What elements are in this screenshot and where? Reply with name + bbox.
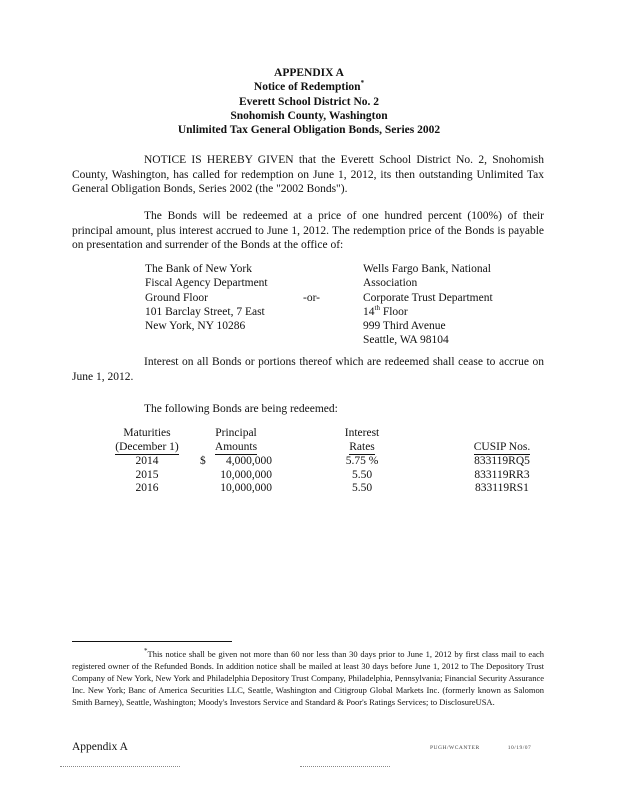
- header-line: Maturities: [123, 427, 171, 439]
- document-heading: [0, 66, 618, 137]
- table-row: [104, 455, 562, 469]
- footer-doc-date: 10/19/07: [507, 745, 532, 751]
- interest-rate-cell: 5.50: [351, 482, 373, 494]
- interest-rate-cell: 5.75 %: [345, 455, 379, 467]
- header-maturities: [104, 427, 190, 455]
- header-interest: [282, 427, 442, 455]
- header-line: Amounts: [215, 441, 257, 456]
- footer-doc-id: [430, 745, 559, 751]
- address-line: Corporate Trust Department: [363, 291, 493, 304]
- dollar-sign: $: [200, 455, 206, 467]
- table-row: [104, 482, 562, 496]
- address-line: New York, NY 10286: [145, 320, 246, 333]
- address-or-separator: -or-: [303, 292, 321, 304]
- cusip-cell: 833119RQ5: [474, 455, 530, 467]
- header-line: Interest: [344, 427, 380, 439]
- address-line: 999 Third Avenue: [363, 320, 446, 333]
- header-principal: [190, 427, 282, 455]
- footnote-divider: [72, 641, 232, 642]
- header-line: CUSIP Nos.: [474, 441, 530, 456]
- address-line: Fiscal Agency Department: [145, 277, 268, 290]
- footer-doc-code: PUGH/WCANTER: [430, 745, 480, 751]
- appendix-title: APPENDIX A: [274, 67, 344, 79]
- address-line: [363, 305, 493, 319]
- scan-artifact-line: [300, 766, 390, 767]
- header-line: Principal: [215, 427, 257, 439]
- principal-amount-cell: [190, 455, 282, 469]
- footnote-marker: *: [360, 79, 365, 88]
- interest-cease-paragraph: [72, 355, 544, 384]
- amount-value: 10,000,000: [220, 482, 272, 494]
- cusip-cell: 833119RR3: [474, 468, 530, 481]
- interest-rate-cell: 5.50: [351, 468, 373, 481]
- notice-paragraph-text: NOTICE IS HEREBY GIVEN that the Everett School District No. 2, Snohomish County, Washington, has called for redemption on June 1, 2012, its then outstanding Unlimited Tax General Obligation Bonds, Series 2002 (the "2002 Bonds").: [72, 154, 544, 195]
- floor-suffix: th: [374, 304, 380, 313]
- bonds-table: [104, 427, 562, 496]
- header-cusip: [442, 427, 562, 455]
- header-line: Rates: [349, 441, 375, 456]
- address-line: 101 Barclay Street, 7 East: [145, 305, 265, 318]
- footnote-text: This notice shall be given not more than 60 nor less than 30 days prior to June 1, 2012 by first class mail to each registered owner of the Refunded Bonds. In addition notice shall be mailed at least 30 days before June 1, 2012 to The Depository Trust Company of New York, New York and Philadelphia Depository Trust Company, Philadelphia, Pennsylvania; Financial Security Assurance Inc. New York; Banc of America Securities LLC, Seattle, Washington and Citigroup Global Markets Inc. (formerly known as Salomon Smith Barney), Seattle, Washington; Moody's Investors Service and Standard & Poor's Ratings Services; to DisclosureUSA.: [72, 649, 544, 707]
- table-row: [104, 469, 562, 483]
- principal-amount-cell: [190, 469, 282, 483]
- table-header-row: [104, 427, 562, 455]
- address-line: Wells Fargo Bank, National: [363, 263, 491, 275]
- paying-agent-address-right: [363, 262, 493, 348]
- maturity-year-cell: 2014: [135, 455, 159, 467]
- principal-amount-cell: [190, 482, 282, 496]
- redemption-price-paragraph: [72, 209, 544, 253]
- floor-number: 14: [363, 305, 375, 318]
- bonds-intro-paragraph: [72, 402, 544, 417]
- paying-agent-address-left: [145, 262, 268, 333]
- footnote-mark: *: [144, 647, 148, 656]
- bond-series-title: Unlimited Tax General Obligation Bonds, Series 2002: [177, 124, 441, 137]
- footnote-paragraph: [72, 648, 544, 708]
- footnote: [72, 648, 544, 708]
- issuer-county: Snohomish County, Washington: [230, 109, 388, 122]
- interest-cease-text: Interest on all Bonds or portions thereof which are redeemed shall cease to accrue on June 1, 2012.: [72, 356, 544, 383]
- cusip-cell: 833119RS1: [475, 482, 529, 494]
- notice-paragraph: [72, 153, 544, 197]
- floor-label: Floor: [379, 305, 408, 318]
- bonds-intro-text: The following Bonds are being redeemed:: [144, 403, 338, 415]
- address-line: Ground Floor: [145, 291, 208, 304]
- amount-value: 4,000,000: [226, 455, 272, 467]
- redemption-price-text: The Bonds will be redeemed at a price of one hundred percent (100%) of their principal amount, plus interest accrued to June 1, 2012. The redemption price of the Bonds is payable on presentation and surrender of the Bonds at the office of:: [72, 210, 544, 251]
- footer-label: Appendix A: [72, 741, 128, 753]
- issuer-name: Everett School District No. 2: [239, 95, 379, 108]
- notice-title-text: Notice of Redemption: [253, 81, 361, 94]
- maturity-year-cell: 2016: [135, 482, 159, 494]
- scan-artifact-line: [60, 766, 180, 767]
- header-line: (December 1): [115, 441, 179, 456]
- address-line: Seattle, WA 98104: [363, 334, 449, 347]
- address-line: Association: [363, 277, 418, 290]
- notice-title: [0, 80, 618, 94]
- amount-value: 10,000,000: [220, 468, 272, 481]
- address-line: The Bank of New York: [145, 263, 253, 275]
- maturity-year-cell: 2015: [135, 468, 159, 481]
